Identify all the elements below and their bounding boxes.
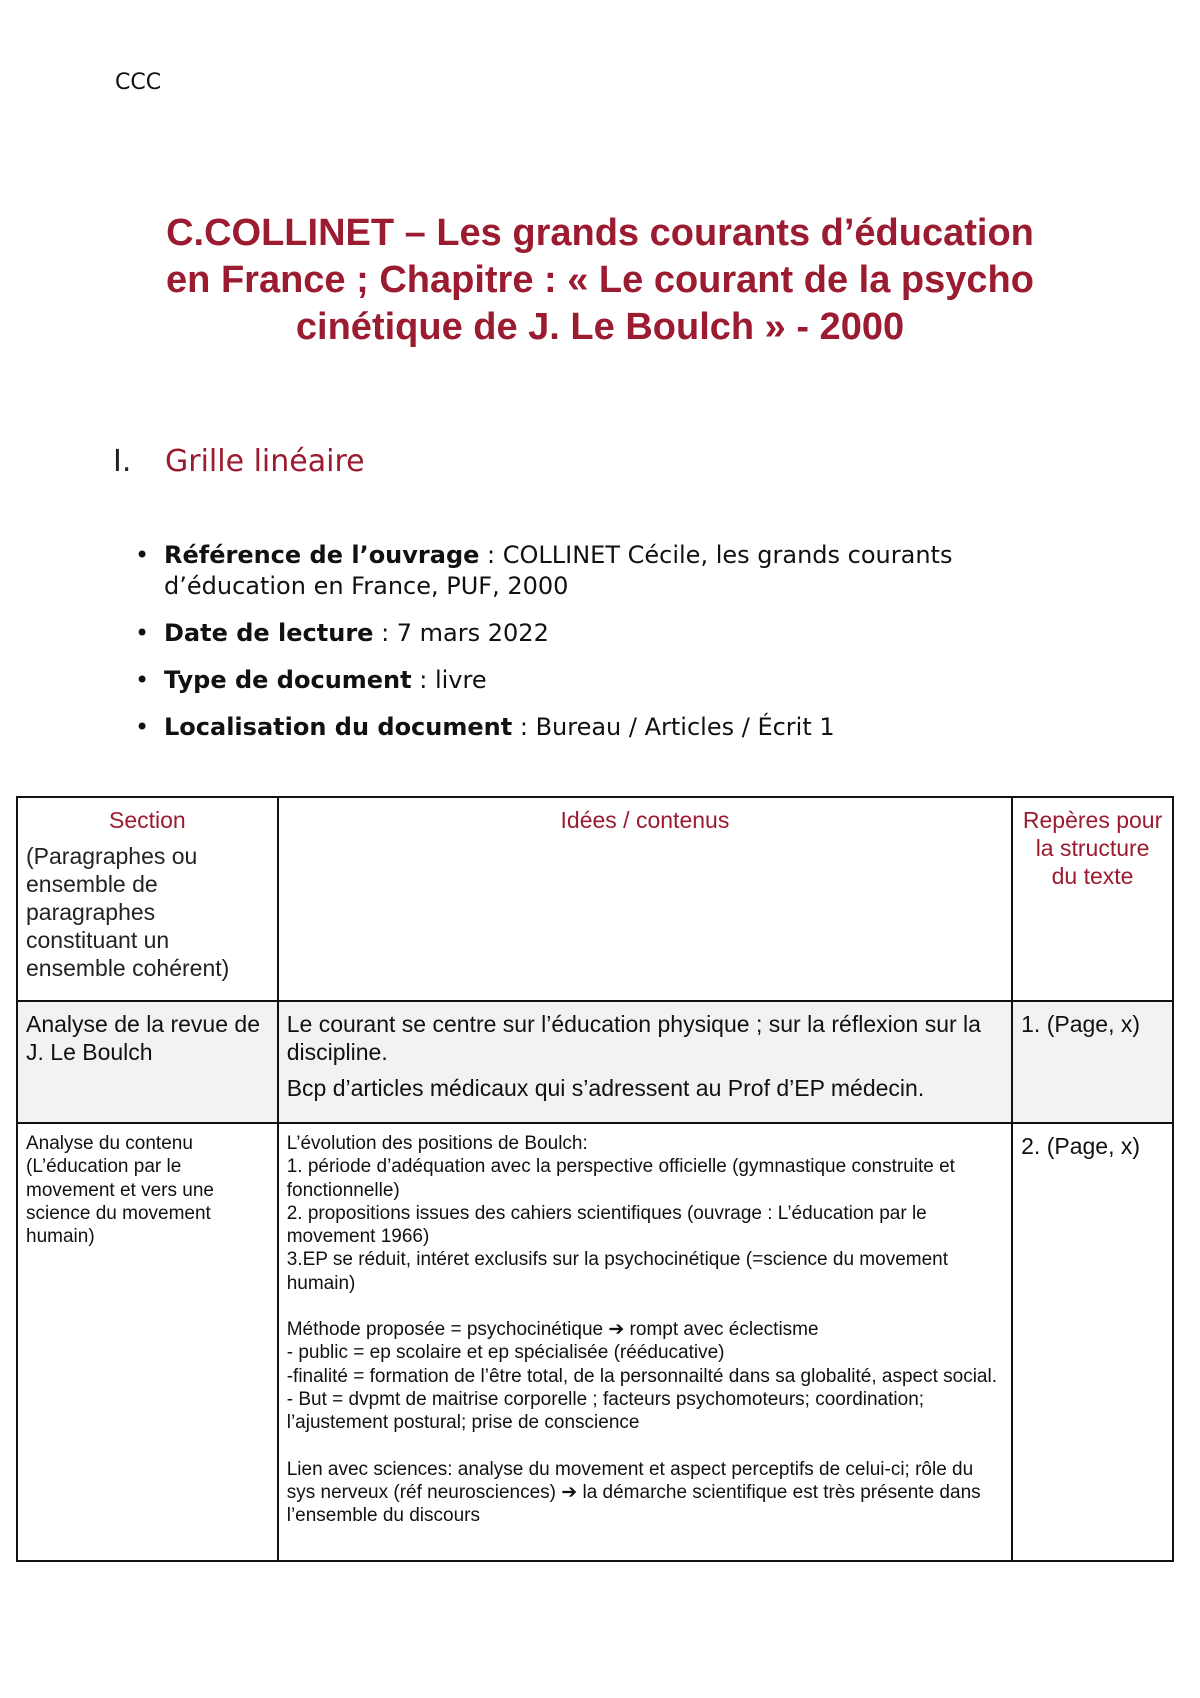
header-cell-section: [17, 797, 278, 1001]
table-header-row: [17, 797, 1173, 1001]
title-line-3: cinétique de J. Le Boulch » - 2000: [295, 306, 905, 348]
row2-ideas-cell: [278, 1123, 1012, 1561]
row2-section-cell: [17, 1123, 278, 1561]
row2-ref-text: 2. (Page, x): [1021, 1133, 1141, 1159]
header-reperes-label: Repères pour la structure du texte: [1022, 807, 1163, 889]
row1-section-text: Analyse de la revue de J. Le Boulch: [26, 1011, 260, 1065]
header-cell-reperes: [1012, 797, 1173, 1001]
meta-label: Référence de l’ouvrage: [164, 541, 480, 569]
row2-block-1: L’évolution des positions de Boulch: 1. période d’adéquation avec la perspective officielle (gymnastique construite et fonctionnelle) 2. propositions issues des cahiers scientifiques (ouvrage : L’éducation par le movement 1966) 3.EP se réduit, intéret exclusifs sur la psychocinétique (=science du movement humain): [286, 1133, 955, 1294]
table-row: [17, 1001, 1173, 1123]
row2-block-2: Méthode proposée = psychocinétique ➔ rompt avec éclectisme - public = ep scolaire et ep spécialisée (rééducative) -finalité = formation de l’être total, de la personnailté dans sa globalité, aspect social. - But = dvpmt de maitrise corporelle ; facteurs psychomoteurs; coordination; l’ajustement postural; prise de conscience: [286, 1319, 997, 1434]
header-section-label: Section: [109, 807, 186, 833]
row2-section-text: Analyse du contenu (L’éducation par le movement et vers une science du movement humain): [26, 1133, 214, 1248]
meta-label: Localisation du document: [164, 713, 513, 741]
meta-value: : COLLINET Cécile, les grands courants d’éducation en France, PUF, 2000: [164, 541, 953, 600]
list-item: [135, 618, 1095, 649]
row1-idea-2: Bcp d’articles médicaux qui s’adressent au Prof d’EP médecin.: [286, 1075, 925, 1101]
meta-value: : livre: [411, 666, 487, 694]
metadata-list: [135, 540, 1095, 759]
row1-ref-text: 1. (Page, x): [1021, 1011, 1141, 1037]
title-line-1: C.COLLINET – Les grands courants d’éducation: [166, 212, 1034, 254]
section-label: Grille linéaire: [165, 444, 365, 479]
list-item: [135, 712, 1095, 743]
row2-ref-cell: [1012, 1123, 1173, 1561]
table-row: [17, 1123, 1173, 1561]
list-item: [135, 540, 1095, 602]
row1-ideas-cell: [278, 1001, 1012, 1123]
header-section-sublabel: (Paragraphes ou ensemble de paragraphes constituant un ensemble cohérent): [26, 843, 230, 981]
row1-ref-cell: [1012, 1001, 1173, 1123]
meta-value: : 7 mars 2022: [373, 619, 549, 647]
row1-section-cell: [17, 1001, 278, 1123]
list-item: [135, 665, 1095, 696]
document-title: [100, 210, 1100, 351]
row1-idea-1: Le courant se centre sur l’éducation physique ; sur la réflexion sur la discipline.: [286, 1011, 981, 1065]
meta-value: : Bureau / Articles / Écrit 1: [512, 713, 835, 741]
section-heading: [113, 444, 365, 479]
page-header: CCC: [115, 70, 162, 95]
meta-label: Type de document: [164, 666, 412, 694]
title-line-2: en France ; Chapitre : « Le courant de la psycho: [166, 259, 1034, 301]
row2-block-3: Lien avec sciences: analyse du movement et aspect perceptifs de celui-ci; rôle du sys nerveux (réf neurosciences) ➔ la démarche scientifique est très présente dans l’ensemble du discours: [286, 1458, 981, 1527]
header-cell-ideas: [278, 797, 1012, 1001]
section-number: I.: [113, 444, 132, 479]
reading-grid-table: [16, 796, 1174, 1562]
header-ideas-label: Idées / contenus: [560, 807, 730, 833]
meta-label: Date de lecture: [164, 619, 374, 647]
